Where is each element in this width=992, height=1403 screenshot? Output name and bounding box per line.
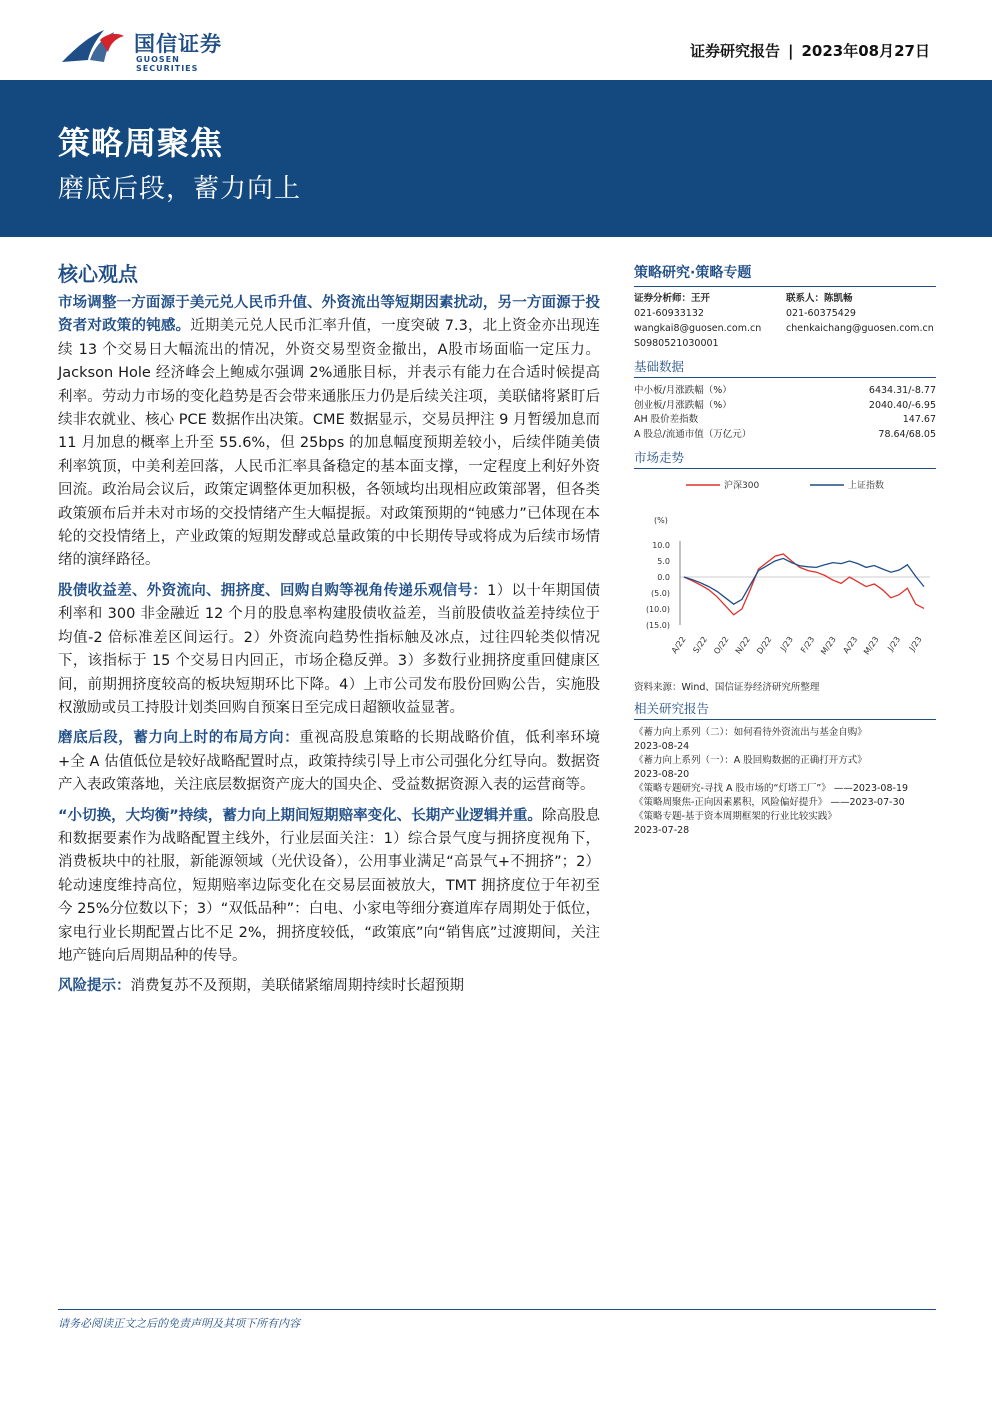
x-tick-label: N/22 [733, 634, 753, 656]
x-tick-label: J/23 [907, 634, 924, 653]
x-tick-label: M/23 [862, 634, 881, 657]
data-row [634, 413, 936, 428]
data-value: 6434.31/-8.77 [868, 385, 936, 396]
report-title: 策略周聚焦 [58, 124, 224, 162]
section-label: 策略研究·策略专题 [634, 262, 936, 287]
legend-label: 上证指数 [848, 481, 885, 491]
y-tick-label: (15.0) [645, 621, 670, 630]
series-line [684, 558, 924, 604]
analyst-phone: 021-60933132 [634, 308, 704, 319]
data-row [634, 399, 936, 414]
report-type: 证券研究报告 [690, 42, 781, 60]
y-tick-label: 10.0 [652, 541, 670, 550]
paragraph [58, 975, 600, 998]
company-logo [60, 26, 240, 73]
paragraph-lead: 股债收益差、外资流向、拥挤度、回购自购等视角传递乐观信号： [58, 582, 488, 599]
related-report-item[interactable]: 《策略专题研究-寻找 A 股市场的“灯塔工厂”》 ——2023-08-19 [634, 783, 909, 794]
x-tick-label: D/22 [755, 634, 774, 656]
paragraph [58, 580, 600, 720]
data-label: 中小板/月涨跌幅（%） [634, 385, 732, 396]
paragraph [58, 292, 600, 573]
data-label: 创业板/月涨跌幅（%） [634, 399, 732, 411]
logo-text-cn: 国信证券 [134, 32, 222, 56]
guosen-logo-icon [60, 26, 126, 68]
paragraph-lead: “小切换，大均衡”持续，蓄力向上期间短期赔率变化、长期产业逻辑并重。 [58, 807, 542, 824]
paragraph [58, 805, 600, 969]
basic-data-title: 基础数据 [634, 357, 936, 378]
risk-body: 消费复苏不及预期，美联储紧缩周期持续时长超预期 [130, 978, 464, 995]
related-report-item[interactable]: 《蓄力向上系列（二）：如何看待外资流出与基金自购》 [634, 727, 867, 738]
sidebar [634, 262, 936, 838]
data-label: A 股总/流通市值（万亿元） [634, 428, 752, 440]
contact-name: 联系人：陈凯畅 [786, 293, 853, 304]
contact-phone: 021-60375429 [786, 308, 856, 319]
report-subtitle: 磨底后段，蓄力向上 [58, 174, 302, 204]
y-tick-label: (5.0) [651, 589, 670, 598]
x-tick-label: A/23 [841, 634, 860, 656]
related-report-item[interactable]: 《策略专题-基于资本周期框架的行业比较实践》 [634, 811, 837, 822]
analyst-name: 证券分析师：王开 [634, 293, 711, 304]
data-value: 147.67 [902, 414, 936, 425]
contact-block [786, 291, 936, 351]
market-trend-svg [634, 475, 934, 675]
paragraph-body: 重视高股息策略的长期战略价值，低利率环境+全 A 估值低位是较好战略配置时点，政策持续引导上市公司强化分红导向。数据资产入表政策落地，关注底层数据资产庞大的国央企、受益数据资源入表的运营商等。 [58, 730, 601, 794]
chart-source: 资料来源：Wind、国信证券经济研究所整理 [634, 682, 820, 693]
risk-lead: 风险提示： [58, 978, 131, 995]
data-row [634, 384, 936, 399]
x-tick-label: J/23 [886, 634, 903, 653]
analyst-email[interactable]: wangkai8@guosen.com.cn [634, 323, 762, 334]
paragraph-body: 近期美元兑人民币汇率升值，一度突破 7.3，北上资金亦出现连续 13 个交易日大幅流出的情况，外资交易型资金撤出，A股市场面临一定压力。Jackson Hole 经济峰会上鲍威尔强调 2%通胀目标，并表示有能力在合适时候提高利率。劳动力市场的变化趋势是否会带来通胀压力仍是后续关注项，美联储将紧盯后续非农就业、核心 PCE 数据作出决策。CME 数据显示，交易员押注 9 月暂缓加息而 11 月加息的概率上升至 55.6%，但 25bps 的加息幅度预期差较小，后续伴随美债利率筑顶，中美利差回落，人民币汇率具备稳定的基本面支撑，一定程度上利好外资回流。政治局会议后，政策定调整体更加积极，各领域均出现相应政策部署，但各类政策颁布后并未对市场的交投情绪产生大幅提振。对政策预期的“钝感力”已体现在本轮的交投情绪上，产业政策的短期发酵或总量政策的中长期传导或将成为后续市场情绪的演绎路径。 [58, 318, 601, 569]
logo-text-en: GUOSEN SECURITIES [136, 55, 199, 73]
series-line [684, 554, 924, 615]
y-tick-label: 5.0 [657, 557, 670, 566]
contact-email[interactable]: chenkaichang@guosen.com.cn [786, 323, 934, 334]
market-trend-title: 市场走势 [634, 448, 936, 469]
x-tick-label: O/22 [712, 634, 731, 656]
legend-label: 沪深300 [724, 481, 760, 491]
related-report-item[interactable]: 《策略周聚焦-正向因素累积，风险偏好提升》 ——2023-07-30 [634, 797, 905, 808]
paragraph-lead: 磨底后段，蓄力向上时的布局方向： [58, 730, 300, 747]
report-meta [690, 40, 930, 61]
paragraph-lead: 市场调整一方面源于美元兑人民币升值、外资流出等短期因素扰动，另一方面源于投资者对政策的钝感。 [58, 295, 600, 335]
core-views-body [58, 292, 600, 1006]
core-views-heading: 核心观点 [58, 262, 138, 286]
related-report-date: 2023-08-20 [634, 769, 690, 780]
meta-separator: | [788, 42, 794, 60]
related-reports-list [634, 726, 936, 838]
y-tick-label: (10.0) [645, 605, 670, 614]
data-value: 78.64/68.05 [878, 428, 936, 440]
related-report-item[interactable]: 《蓄力向上系列（一）：A 股回购数据的正确打开方式》 [634, 755, 867, 766]
x-tick-label: J/23 [778, 634, 795, 653]
analyst-block [634, 291, 784, 351]
y-axis-unit: (%) [654, 516, 668, 525]
related-reports-title: 相关研究报告 [634, 699, 936, 720]
data-row [634, 428, 936, 443]
report-date: 2023年08月27日 [801, 42, 930, 60]
footer-divider [58, 1309, 936, 1310]
market-trend-chart [634, 475, 936, 675]
data-value: 2040.40/-6.95 [868, 399, 936, 411]
paragraph [58, 727, 600, 797]
y-tick-label: 0.0 [657, 573, 670, 582]
analyst-info [634, 291, 936, 351]
analyst-cert: S0980521030001 [634, 338, 719, 349]
paragraph-body: 1）以十年期国债利率和 300 非金融近 12 个月的股息率构建股债收益差，当前股债收益差持续位于均值-2 倍标准差区间运行。2）外资流向趋势性指标触及冰点，过往四轮类似情况下，该指标于 15 个交易日内回正，市场企稳反弹。3）多数行业拥挤度重回健康区间，前期拥挤度较高的板块短期环比下降。4）上市公司发布股份回购公告，实施股权激励或员工持股计划类回购自预案日至完成日超额收益显著。 [58, 582, 600, 716]
x-tick-label: S/22 [691, 634, 710, 655]
x-tick-label: A/22 [669, 634, 688, 656]
related-report-date: 2023-08-24 [634, 741, 690, 752]
x-tick-label: M/23 [819, 634, 838, 657]
paragraph-body: 除高股息和数据要素作为战略配置主线外，行业层面关注：1）综合景气度与拥挤度视角下，消费板块中的社服，新能源领域（光伏设备），公用事业满足“高景气+不拥挤”；2）轮动速度维持高位，短期赔率边际变化在交易层面被放大，TMT 拥挤度位于年初至今 25%分位数以下；3）“双低品种”：白电、小家电等细分赛道库存周期处于低位，家电行业长期配置占比不足 2%，拥挤度较低，“政策底”向“销售底”过渡期间，关注地产链向后周期品种的传导。 [58, 807, 600, 964]
basic-data-table [634, 384, 936, 442]
footer-disclaimer: 请务必阅读正文之后的免责声明及其项下所有内容 [58, 1317, 300, 1330]
x-tick-label: F/23 [798, 634, 817, 655]
data-label: AH 股价差指数 [634, 414, 699, 425]
related-report-date: 2023-07-28 [634, 825, 690, 836]
